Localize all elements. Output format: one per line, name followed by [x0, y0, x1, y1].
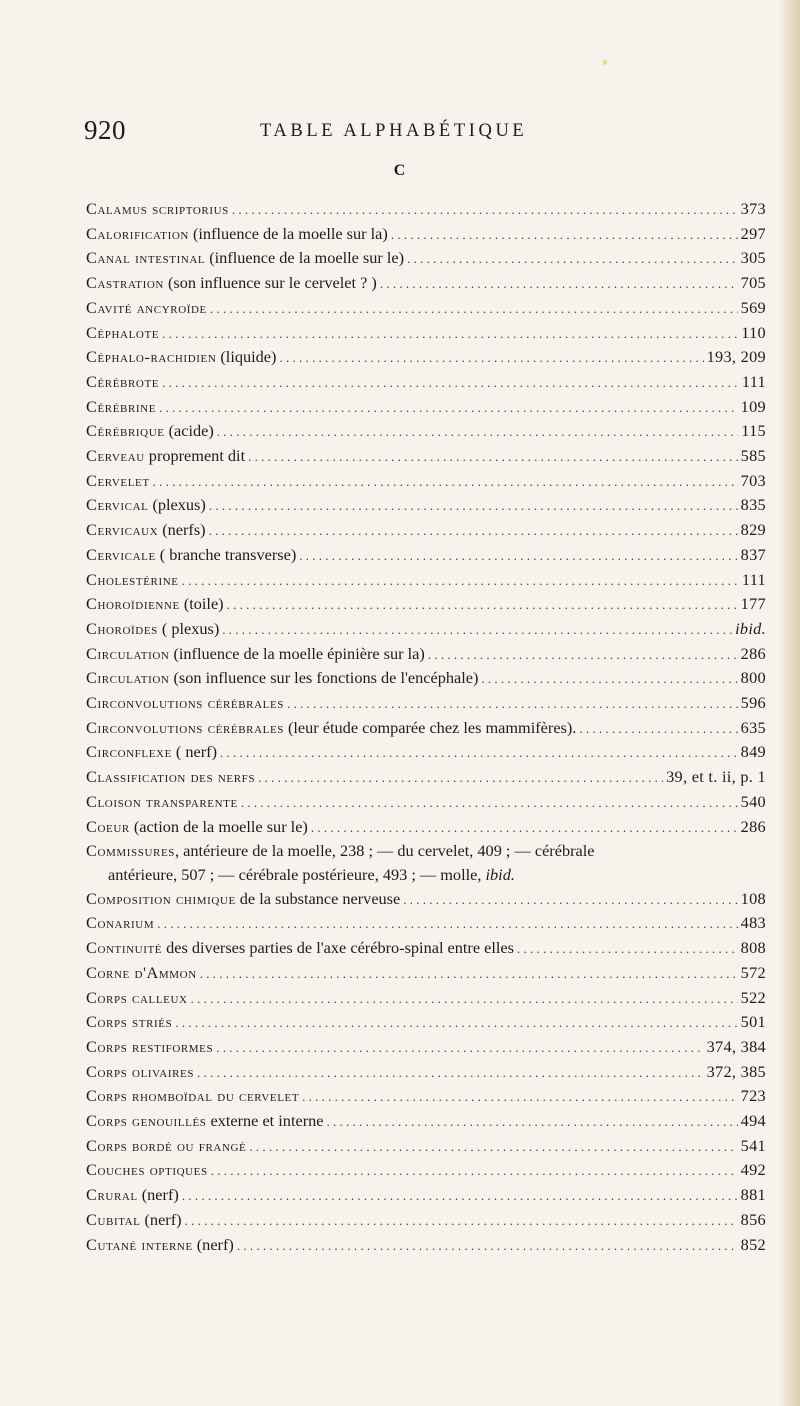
entry-term: Crural — [86, 1185, 138, 1205]
entry-term: Cervicaux — [86, 520, 159, 540]
entry-term: Choroïdes — [86, 618, 158, 638]
entry-page-ref: 177 — [740, 594, 766, 614]
entry-gloss: proprement dit — [148, 446, 246, 466]
index-entry — [86, 271, 766, 296]
page-edge-shadow — [778, 0, 800, 1406]
index-entry — [86, 1208, 766, 1233]
page-header — [84, 113, 764, 147]
entry-term: Circulation — [86, 643, 170, 663]
entry-page-ref: 373 — [740, 199, 766, 218]
index-entry — [86, 911, 766, 936]
entry-gloss: des diverses parties de l'axe cérébro-spinal entre elles — [166, 938, 514, 958]
entry-gloss: (plexus) — [152, 495, 206, 515]
entry-gloss: ( branche transverse) — [159, 544, 297, 564]
index-entry — [86, 395, 766, 420]
entry-term: Castration — [86, 273, 164, 293]
entry-term: Cloison transparente — [86, 791, 238, 811]
entry-page-ref: 374, 384 — [706, 1036, 766, 1056]
entry-gloss: ( plexus) — [161, 618, 220, 638]
entry-page-ref: 829 — [740, 520, 766, 540]
dot-leader — [391, 223, 738, 247]
dot-leader — [232, 198, 738, 222]
index-entry — [86, 1084, 766, 1109]
index-entry — [86, 321, 766, 346]
entry-page-ref: 585 — [740, 446, 766, 466]
entry-page-ref: 372, 385 — [706, 1061, 766, 1081]
section-letter: C — [393, 162, 407, 179]
index-entry — [86, 197, 766, 222]
entry-page-ref: 39, et t. ii, p. 1 — [666, 767, 766, 787]
entry-gloss: (leur étude comparée chez les mammifères). — [287, 717, 577, 737]
entry-gloss: (nerf) — [141, 1185, 179, 1205]
dot-leader — [222, 618, 732, 642]
dot-leader — [481, 667, 737, 691]
dot-leader — [517, 937, 738, 961]
entry-gloss: externe et interne — [210, 1111, 324, 1131]
index-entry — [86, 1109, 766, 1134]
entry-gloss: (liquide) — [220, 347, 277, 367]
entry-page-ref: 723 — [740, 1086, 766, 1106]
entry-page-ref: 108 — [740, 888, 766, 908]
entry-page-ref: 852 — [740, 1234, 766, 1254]
dot-leader — [428, 643, 738, 667]
dot-leader — [302, 1085, 738, 1109]
dot-leader — [311, 816, 738, 840]
entry-gloss: (nerf) — [144, 1209, 182, 1229]
entry-page-ref: 494 — [740, 1111, 766, 1131]
index-entry — [86, 790, 766, 815]
index-entry — [86, 370, 766, 395]
entry-list-first — [86, 197, 766, 839]
dot-leader — [237, 1234, 738, 1258]
index-entry — [86, 1035, 766, 1060]
entry-page-ref: 541 — [740, 1135, 766, 1155]
entry-page-ref: 808 — [740, 938, 766, 958]
dot-leader — [162, 322, 738, 346]
entry-page-ref: 522 — [740, 987, 766, 1007]
entry-page-ref: 856 — [740, 1209, 766, 1229]
entry-gloss: ( nerf) — [175, 742, 218, 762]
entry-page-ref: 297 — [740, 223, 766, 243]
entry-page-ref: 111 — [741, 569, 766, 589]
dot-leader — [182, 1184, 738, 1208]
entry-term: Circonflexe — [86, 742, 172, 762]
dot-leader — [157, 912, 737, 936]
index-entry — [86, 246, 766, 271]
dot-leader — [211, 1159, 738, 1183]
entry-term: Cavité ancyroïde — [86, 297, 207, 317]
entry-page-ref: 705 — [740, 273, 766, 293]
index-entry — [86, 543, 766, 568]
index-entries — [86, 197, 766, 1257]
entry-page-ref: 703 — [740, 470, 766, 490]
dot-leader — [185, 1209, 738, 1233]
entry-page-ref: 540 — [740, 791, 766, 811]
index-entry — [86, 617, 766, 642]
entry-term: Corps rhomboïdal du cervelet — [86, 1086, 300, 1106]
entry-gloss: (influence de la moelle épinière sur la) — [173, 643, 425, 663]
entry-term: Corps bordé ou frangé — [86, 1135, 247, 1155]
dot-leader — [299, 544, 737, 568]
entry-term: Cubital — [86, 1209, 141, 1229]
entry-term: Circonvolutions cérébrales — [86, 693, 284, 713]
index-entry — [86, 765, 766, 790]
entry-term: Cervicale — [86, 544, 156, 564]
index-entry — [86, 518, 766, 543]
entry-term: Circonvolutions cérébrales — [86, 717, 284, 737]
entry-term: Continuité — [86, 938, 163, 958]
index-entry — [86, 444, 766, 469]
entry-term: Cutané interne — [86, 1234, 193, 1254]
entry-page-ref: 286 — [740, 816, 766, 836]
dot-leader — [403, 888, 737, 912]
dot-leader — [579, 717, 737, 741]
entry-term: Corne d'Ammon — [86, 962, 197, 982]
dot-leader — [227, 593, 738, 617]
entry-term: Cervelet — [86, 470, 150, 490]
dot-leader — [153, 470, 738, 494]
entry-page-ref: 110 — [741, 322, 766, 342]
index-entry — [86, 493, 766, 518]
entry-term: Cérébrique — [86, 421, 165, 441]
entry-gloss: (nerfs) — [162, 520, 206, 540]
entry-term: Cholestérine — [86, 569, 179, 589]
entry-term: Calamus scriptorius — [86, 199, 229, 218]
dot-leader — [407, 247, 738, 271]
entry-page-ref: 569 — [740, 297, 766, 317]
entry-gloss: , antérieure de la moelle, 238 ; — du cervelet, 409 ; — cérébrale — [174, 841, 595, 861]
entry-continuation — [86, 863, 766, 887]
index-entry — [86, 345, 766, 370]
index-entry — [86, 296, 766, 321]
dot-leader — [191, 987, 738, 1011]
index-entry — [86, 568, 766, 593]
entry-page-ref: 881 — [740, 1185, 766, 1205]
dot-leader — [200, 962, 738, 986]
index-entry — [86, 642, 766, 667]
entry-page-ref: 109 — [740, 396, 766, 416]
entry-gloss: (acide) — [168, 421, 214, 441]
index-entry — [86, 961, 766, 986]
index-entry — [86, 1010, 766, 1035]
dot-leader — [326, 1110, 737, 1134]
entry-page-ref: 837 — [740, 544, 766, 564]
index-entry — [86, 716, 766, 741]
entry-term: Corps striés — [86, 1012, 173, 1032]
page-number: 920 — [84, 115, 126, 145]
entry-term: Conarium — [86, 913, 155, 933]
dot-leader — [162, 371, 739, 395]
dot-leader — [197, 1061, 704, 1085]
index-entry — [86, 887, 766, 912]
entry-page-ref: 849 — [740, 742, 766, 762]
entry-term: Coeur — [86, 816, 130, 836]
entry-term: Céphalote — [86, 322, 160, 342]
dot-leader — [209, 494, 738, 518]
entry-page-ref: 483 — [740, 913, 766, 933]
index-entry — [86, 1183, 766, 1208]
entry-list-second — [86, 887, 766, 1258]
entry-gloss: (son influence sur le cervelet ? ) — [167, 273, 377, 293]
entry-ibid: ibid. — [485, 864, 515, 884]
dot-leader — [182, 569, 739, 593]
dot-leader — [279, 346, 703, 370]
index-entry — [86, 1158, 766, 1183]
index-entry — [86, 1060, 766, 1085]
index-entry-commissures — [86, 839, 766, 886]
dot-leader — [159, 396, 738, 420]
entry-term: Corps genouillés — [86, 1111, 207, 1131]
index-entry — [86, 469, 766, 494]
running-title: TABLE ALPHABÉTIQUE — [260, 121, 528, 141]
entry-gloss: (influence de la moelle sur la) — [192, 223, 388, 243]
entry-term: Corps calleux — [86, 987, 188, 1007]
index-entry — [86, 666, 766, 691]
entry-term: Circulation — [86, 668, 170, 688]
entry-term: Cérébrote — [86, 371, 160, 391]
entry-term: Couches optiques — [86, 1160, 208, 1180]
dot-leader — [258, 766, 663, 790]
index-entry — [86, 592, 766, 617]
entry-gloss-continued: antérieure, 507 ; — cérébrale postérieure, 493 ; — molle, — [108, 864, 486, 884]
index-entry — [86, 936, 766, 961]
entry-term: Calorification — [86, 223, 189, 243]
entry-gloss: (son influence sur les fonctions de l'encéphale) — [173, 668, 479, 688]
entry-page-ref: 111 — [741, 371, 766, 391]
entry-page-ref: 572 — [740, 962, 766, 982]
index-entry — [86, 986, 766, 1011]
entry-page-ref: 115 — [741, 421, 766, 441]
dot-leader — [380, 272, 738, 296]
entry-term: Cerveau — [86, 446, 145, 466]
dot-leader — [241, 791, 738, 815]
entry-gloss: (toile) — [183, 594, 224, 614]
entry-term: Classification des nerfs — [86, 767, 256, 787]
entry-page-ref: ibid. — [735, 618, 766, 638]
index-entry — [86, 419, 766, 444]
entry-term: Commissures — [86, 841, 175, 861]
entry-term: Corps olivaires — [86, 1061, 195, 1081]
entry-term: Cervical — [86, 495, 149, 515]
index-entry — [86, 815, 766, 840]
entry-page-ref: 492 — [740, 1160, 766, 1180]
entry-page-ref: 800 — [740, 668, 766, 688]
entry-gloss: (influence de la moelle sur le) — [209, 248, 405, 268]
index-entry — [86, 1233, 766, 1258]
dot-leader — [287, 692, 738, 716]
entry-page-ref: 501 — [740, 1012, 766, 1032]
dot-leader — [216, 1036, 703, 1060]
index-entry — [86, 691, 766, 716]
index-entry — [86, 1134, 766, 1159]
entry-page-ref: 835 — [740, 495, 766, 515]
entry-page-ref: 305 — [740, 248, 766, 268]
dot-leader — [220, 741, 738, 765]
index-entry — [86, 222, 766, 247]
dot-leader — [210, 297, 738, 321]
entry-term: Cérébrine — [86, 396, 157, 416]
entry-term: Choroïdienne — [86, 594, 180, 614]
dot-leader — [248, 445, 738, 469]
entry-page-ref: 635 — [740, 717, 766, 737]
entry-term: Corps restiformes — [86, 1036, 214, 1056]
dot-leader — [249, 1135, 737, 1159]
entry-page-ref: 286 — [740, 643, 766, 663]
dot-leader — [175, 1011, 737, 1035]
paper-stain — [603, 60, 607, 65]
entry-term: Céphalo-rachidien — [86, 347, 217, 367]
index-entry — [86, 740, 766, 765]
entry-gloss: de la substance nerveuse — [239, 888, 401, 908]
entry-term: Composition chimique — [86, 888, 236, 908]
entry-page-ref: 596 — [740, 693, 766, 713]
dot-leader — [209, 519, 738, 543]
entry-term: Canal intestinal — [86, 248, 206, 268]
dot-leader — [217, 420, 739, 444]
entry-page-ref: 193, 209 — [706, 347, 766, 367]
entry-gloss: (action de la moelle sur le) — [133, 816, 308, 836]
entry-gloss: (nerf) — [196, 1234, 234, 1254]
